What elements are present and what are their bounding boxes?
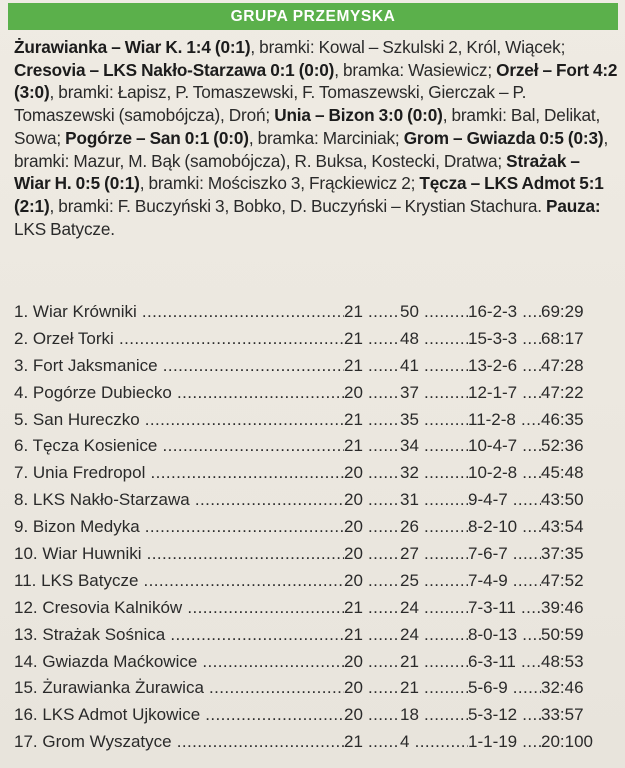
goal-ratio: 47:22 (541, 382, 584, 402)
match-details: , bramki: Bal, Delikat, Sowa; (14, 105, 601, 148)
team-points: 4 ..... (400, 729, 468, 756)
table-row (14, 702, 614, 729)
team-name: 7. Unia Fredropol ..... (14, 460, 344, 487)
games-played: 21 ..... (344, 299, 400, 326)
team-name: 4. Pogórze Dubiecko ..... (14, 380, 344, 407)
team-name: 10. Wiar Huwniki ..... (14, 541, 344, 568)
goal-ratio: 45:48 (541, 463, 584, 483)
match-score: Unia – Bizon 3:0 (0:0) (274, 105, 443, 126)
team-name: 9. Bizon Medyka ..... (14, 514, 344, 541)
team-points: 50 ..... (400, 299, 468, 326)
team-name: 14. Gwiazda Maćkowice ..... (14, 649, 344, 676)
team-points: 25 ..... (400, 568, 468, 595)
match-score: Żurawianka – Wiar K. 1:4 (0:1) (14, 37, 251, 57)
team-name: 8. LKS Nakło-Starzawa ..... (14, 487, 344, 514)
win-draw-loss: 7-3-11 ..... (468, 595, 541, 622)
match-score: Pogórze – San 0:1 (0:0) (65, 127, 249, 148)
goal-ratio: 33:57 (541, 705, 584, 725)
team-points: 21 ..... (400, 649, 468, 676)
games-played: 20 ..... (344, 380, 400, 407)
win-draw-loss: 16-2-3 ..... (468, 299, 541, 326)
standings-table (14, 299, 614, 756)
win-draw-loss: 7-6-7 ..... (468, 541, 541, 568)
goal-ratio: 46:35 (541, 409, 584, 429)
win-draw-loss: 11-2-8 ..... (468, 407, 541, 434)
team-points: 24 ..... (400, 622, 468, 649)
win-draw-loss: 9-4-7 ..... (468, 487, 541, 514)
goal-ratio: 43:50 (541, 490, 584, 510)
table-row (14, 460, 614, 487)
games-played: 21 ..... (344, 433, 400, 460)
goal-ratio: 52:36 (541, 436, 584, 456)
team-name: 15. Żurawianka Żurawica ..... (14, 675, 344, 702)
goal-ratio: 47:52 (541, 570, 584, 590)
goal-ratio: 37:35 (541, 544, 584, 564)
games-played: 21 ..... (344, 326, 400, 353)
games-played: 20 ..... (344, 487, 400, 514)
match-score: Grom – Gwiazda 0:5 (0:3) (403, 127, 604, 148)
match-details: , bramka: Marciniak; (248, 127, 404, 148)
match-score: Pauza: (546, 195, 601, 216)
table-row (14, 541, 614, 568)
match-details: , bramki: Mościszko 3, Frąckiewicz 2; (139, 173, 420, 194)
win-draw-loss: 7-4-9 ..... (468, 568, 541, 595)
games-played: 21 ..... (344, 353, 400, 380)
match-details: , bramka: Wasiewicz; (334, 59, 497, 80)
match-details: , bramki: Łapisz, P. Tomaszewski, F. Tomaszewski, Gierczak – P. Tomaszewski (samobójcza), Droń; (14, 82, 527, 126)
win-draw-loss: 10-4-7 ..... (468, 433, 541, 460)
table-row (14, 299, 614, 326)
team-points: 35 ..... (400, 407, 468, 434)
team-points: 31 ..... (400, 487, 468, 514)
goal-ratio: 68:17 (541, 328, 584, 348)
team-name: 11. LKS Batycze ..... (14, 568, 344, 595)
table-row (14, 380, 614, 407)
games-played: 20 ..... (344, 649, 400, 676)
team-name: 6. Tęcza Kosienice ..... (14, 433, 344, 460)
games-played: 20 ..... (344, 460, 400, 487)
win-draw-loss: 5-6-9 ..... (468, 675, 541, 702)
match-details: , bramki: F. Buczyński 3, Bobko, D. Buczyński – Krystian Stachura. (49, 195, 546, 216)
games-played: 20 ..... (344, 568, 400, 595)
goal-ratio: 48:53 (541, 651, 584, 671)
goal-ratio: 69:29 (541, 302, 584, 321)
games-played: 20 ..... (344, 514, 400, 541)
team-name: 17. Grom Wyszatyce ..... (14, 729, 344, 756)
table-row (14, 622, 614, 649)
table-row (14, 487, 614, 514)
win-draw-loss: 6-3-11 ..... (468, 649, 541, 676)
games-played: 21 ..... (344, 729, 400, 756)
goal-ratio: 39:46 (541, 597, 584, 617)
games-played: 20 ..... (344, 675, 400, 702)
table-row (14, 433, 614, 460)
table-row (14, 326, 614, 353)
table-row (14, 649, 614, 676)
games-played: 21 ..... (344, 595, 400, 622)
team-name: 2. Orzeł Torki ..... (14, 326, 344, 353)
win-draw-loss: 8-2-10 ..... (468, 514, 541, 541)
goal-ratio: 20:100 (541, 732, 593, 752)
win-draw-loss: 10-2-8 ..... (468, 460, 541, 487)
match-score: Strażak – Wiar H. 0:5 (0:1) (14, 150, 580, 194)
goal-ratio: 43:54 (541, 517, 584, 537)
games-played: 20 ..... (344, 702, 400, 729)
goal-ratio: 50:59 (541, 624, 584, 644)
team-name: 16. LKS Admot Ujkowice ..... (14, 702, 344, 729)
table-row (14, 675, 614, 702)
team-points: 34 ..... (400, 433, 468, 460)
match-score: Cresovia – LKS Nakło-Starzawa 0:1 (0:0) (14, 59, 335, 80)
win-draw-loss: 13-2-6 ..... (468, 353, 541, 380)
team-points: 24 ..... (400, 595, 468, 622)
games-played: 21 ..... (344, 407, 400, 434)
match-score: Tęcza – LKS Admot 5:1 (2:1) (14, 173, 604, 216)
match-details: , bramki: Kowal – Szkulski 2, Król, Wiącek; (250, 37, 566, 57)
table-row (14, 514, 614, 541)
team-points: 21 ..... (400, 675, 468, 702)
goal-ratio: 47:28 (541, 355, 584, 375)
table-row (14, 729, 614, 756)
match-score: Orzeł – Fort 4:2 (3:0) (14, 59, 618, 103)
table-row (14, 353, 614, 380)
match-details: , bramki: Mazur, M. Bąk (samobójcza), R. Buksa, Kostecki, Dratwa; (14, 127, 609, 171)
win-draw-loss: 12-1-7 ..... (468, 380, 541, 407)
table-row (14, 407, 614, 434)
team-name: 3. Fort Jaksmanice ..... (14, 353, 344, 380)
team-points: 26 ..... (400, 514, 468, 541)
team-points: 37 ..... (400, 380, 468, 407)
team-points: 48 ..... (400, 326, 468, 353)
team-points: 18 ..... (400, 702, 468, 729)
match-results (14, 36, 618, 240)
games-played: 20 ..... (344, 541, 400, 568)
team-name: 1. Wiar Krówniki ..... (14, 299, 344, 326)
section-header: GRUPA PRZEMYSKA (8, 3, 618, 30)
team-name: 5. San Hureczko ..... (14, 407, 344, 434)
win-draw-loss: 5-3-12 ..... (468, 702, 541, 729)
games-played: 21 ..... (344, 622, 400, 649)
goal-ratio: 32:46 (541, 678, 584, 698)
team-name: 13. Strażak Sośnica ..... (14, 622, 344, 649)
team-points: 41 ..... (400, 353, 468, 380)
team-points: 27 ..... (400, 541, 468, 568)
win-draw-loss: 15-3-3 ..... (468, 326, 541, 353)
win-draw-loss: 8-0-13 ..... (468, 622, 541, 649)
match-details: LKS Batycze. (14, 218, 115, 239)
table-row (14, 595, 614, 622)
table-row (14, 568, 614, 595)
win-draw-loss: 1-1-19 ..... (468, 729, 541, 756)
team-points: 32 ..... (400, 460, 468, 487)
team-name: 12. Cresovia Kalników ..... (14, 595, 344, 622)
